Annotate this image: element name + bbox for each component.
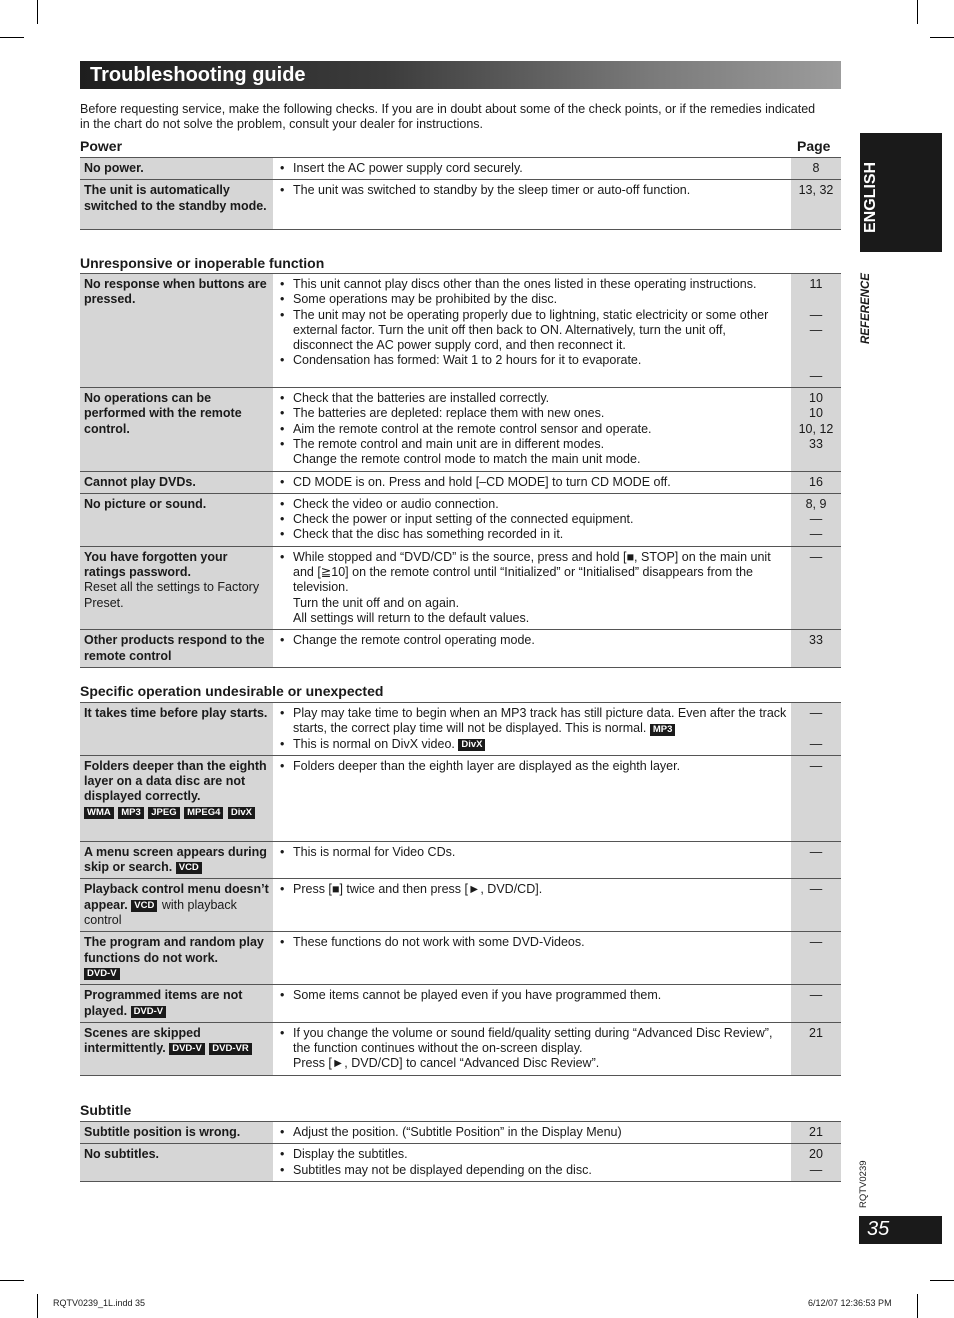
remedy-continuation: Press [►, DVD/CD] to cancel “Advanced Disc Review”. bbox=[293, 1056, 600, 1071]
remedy-item bbox=[278, 706, 787, 737]
format-badge: VCD bbox=[176, 862, 202, 874]
page-ref bbox=[795, 353, 837, 368]
remedy-cell bbox=[273, 180, 791, 230]
table-row bbox=[80, 932, 841, 985]
format-badge: DVD-V bbox=[131, 1006, 167, 1018]
table-row bbox=[80, 879, 841, 932]
crop-mark bbox=[37, 0, 38, 24]
page-cell: — bbox=[791, 755, 841, 841]
problem-cell bbox=[80, 841, 273, 879]
crop-mark bbox=[917, 0, 918, 24]
page-ref: 11 bbox=[809, 277, 823, 291]
format-badge: DivX bbox=[458, 739, 485, 751]
crop-mark bbox=[0, 1280, 24, 1281]
page-cell bbox=[791, 493, 841, 546]
remedy-cell bbox=[273, 158, 791, 180]
page-ref: 8, 9 bbox=[805, 496, 827, 511]
problem-text: You have forgotten your ratings password. bbox=[84, 549, 228, 580]
remedy-item: • Folders deeper than the eighth layer are displayed as the eighth layer. bbox=[278, 759, 787, 774]
table-subtitle bbox=[80, 1121, 841, 1182]
reference-label: REFERENCE bbox=[860, 273, 872, 344]
problem-cell: Subtitle position is wrong. bbox=[80, 1122, 273, 1144]
remedy-item: • Condensation has formed: Wait 1 to 2 hours for it to evaporate. bbox=[278, 353, 787, 368]
remedy-item: • While stopped and “DVD/CD” is the source, press and hold [■, STOP] on the main unit and [≧10] on the remote control until “Initialized” or “Initialised” disappears from the television. bbox=[278, 550, 787, 596]
table-row bbox=[80, 1022, 841, 1075]
remedy-item: • Press [■] twice and then press [►, DVD/CD]. bbox=[278, 882, 787, 897]
page-number: 35 bbox=[867, 1218, 890, 1240]
intro-text: Before requesting service, make the following checks. If you are in doubt about some of the check points, or if the remedies indicated in the chart do not solve the problem, consult your dealer for instructions. bbox=[80, 102, 816, 131]
remedy-item: • Change the remote control operating mode. bbox=[278, 633, 787, 648]
page-ref: — bbox=[809, 307, 823, 322]
table-row bbox=[80, 388, 841, 471]
problem-subtext: with playback control bbox=[84, 897, 237, 928]
remedy-item: • Display the subtitles. bbox=[278, 1147, 787, 1162]
remedy-continuation: Turn the unit off and on again. bbox=[293, 595, 460, 610]
page-ref bbox=[795, 721, 837, 736]
page-column-header: Page bbox=[797, 138, 831, 154]
section-heading-power: Power bbox=[80, 138, 123, 154]
language-tab bbox=[860, 133, 942, 252]
footer-timestamp: 6/12/07 12:36:53 PM bbox=[808, 1298, 892, 1308]
page-ref: — bbox=[809, 706, 823, 720]
table-row bbox=[80, 755, 841, 841]
table-row bbox=[80, 985, 841, 1023]
problem-text: Scenes are skipped intermittently. bbox=[84, 1025, 201, 1056]
remedy-item: • Check that the batteries are installed correctly. bbox=[278, 391, 787, 406]
badge-group bbox=[84, 805, 269, 820]
problem-cell: No picture or sound. bbox=[80, 493, 273, 546]
problem-cell: No operations can be performed with the remote control. bbox=[80, 388, 273, 471]
problem-cell: It takes time before play starts. bbox=[80, 703, 273, 756]
remedy-item: • If you change the volume or sound field/quality setting during “Advanced Disc Review”, the function continues without the on-screen display. bbox=[278, 1026, 787, 1057]
problem-cell bbox=[80, 879, 273, 932]
table-power bbox=[80, 157, 841, 230]
page-cell: 8 bbox=[791, 158, 841, 180]
remedy-cell bbox=[273, 471, 791, 493]
table-row bbox=[80, 158, 841, 180]
page-ref: — bbox=[809, 512, 823, 527]
remedy-item: • Aim the remote control at the remote control sensor and operate. bbox=[278, 422, 787, 437]
section-heading-specific: Specific operation undesirable or unexpected bbox=[80, 683, 384, 699]
table-row bbox=[80, 1122, 841, 1144]
page-ref: 10, 12 bbox=[798, 421, 834, 436]
page-cell: 33 bbox=[791, 630, 841, 668]
remedy-cell bbox=[273, 274, 791, 388]
language-tab-label: ENGLISH bbox=[862, 161, 879, 233]
table-row bbox=[80, 493, 841, 546]
remedy-cell bbox=[273, 630, 791, 668]
page-cell: 21 bbox=[791, 1122, 841, 1144]
remedy-cell bbox=[273, 932, 791, 985]
remedy-cell bbox=[273, 388, 791, 471]
remedy-item: • This is normal for Video CDs. bbox=[278, 845, 787, 860]
remedy-cell bbox=[273, 841, 791, 879]
remedy-cell bbox=[273, 1122, 791, 1144]
problem-subtext: Reset all the settings to Factory Preset. bbox=[84, 580, 260, 610]
remedy-item: • These functions do not work with some DVD-Videos. bbox=[278, 935, 787, 950]
remedy-item: • The batteries are depleted: replace them with new ones. bbox=[278, 406, 787, 421]
problem-cell: Other products respond to the remote control bbox=[80, 630, 273, 668]
problem-cell bbox=[80, 1022, 273, 1075]
page-ref: — bbox=[809, 736, 823, 751]
remedy-cell bbox=[273, 755, 791, 841]
format-badge: MPEG4 bbox=[184, 807, 223, 819]
remedy-item: • Subtitles may not be displayed depending on the disc. bbox=[278, 1163, 787, 1178]
page-cell: 13, 32 bbox=[791, 180, 841, 230]
crop-mark bbox=[37, 1294, 38, 1318]
problem-cell: Cannot play DVDs. bbox=[80, 471, 273, 493]
format-badge: MP3 bbox=[118, 807, 144, 819]
format-badge: DivX bbox=[228, 807, 255, 819]
page-cell: 16 bbox=[791, 471, 841, 493]
page-ref: 10 bbox=[809, 391, 823, 406]
remedy-item: • This unit cannot play discs other than the ones listed in these operating instructions. bbox=[278, 277, 787, 292]
remedy-text: This is normal on DivX video. bbox=[293, 736, 455, 751]
format-badge: WMA bbox=[84, 807, 114, 819]
remedy-item: • The unit was switched to standby by the sleep timer or auto-off function. bbox=[278, 183, 787, 198]
crop-mark bbox=[930, 1280, 954, 1281]
problem-cell bbox=[80, 985, 273, 1023]
remedy-cell bbox=[273, 1022, 791, 1075]
problem-cell bbox=[80, 932, 273, 985]
problem-text: The program and random play functions do not work. bbox=[84, 935, 264, 965]
table-row bbox=[80, 841, 841, 879]
table-row bbox=[80, 1144, 841, 1182]
problem-text: Folders deeper than the eighth layer on a data disc are not displayed correctly. bbox=[84, 758, 267, 804]
problem-cell bbox=[80, 546, 273, 629]
page-number-box bbox=[859, 1216, 942, 1244]
crop-mark bbox=[0, 37, 24, 38]
remedy-text: Play may take time to begin when an MP3 track has still picture data. Even after the track starts, the correct play time will not be displayed. This is normal. bbox=[293, 706, 787, 736]
remedy-cell bbox=[273, 493, 791, 546]
remedy-item: • Adjust the position. (“Subtitle Position” in the Display Menu) bbox=[278, 1125, 787, 1140]
page-ref: — bbox=[809, 527, 823, 542]
problem-text: A menu screen appears during skip or search. bbox=[84, 844, 267, 875]
page-cell: 21 bbox=[791, 1022, 841, 1075]
problem-text: Playback control menu doesn’t appear. bbox=[84, 882, 269, 912]
page-cell bbox=[791, 1144, 841, 1182]
page-cell: — bbox=[791, 546, 841, 629]
page-ref: 20 bbox=[809, 1147, 823, 1162]
remedy-cell bbox=[273, 1144, 791, 1182]
remedy-item: • Insert the AC power supply cord securely. bbox=[278, 161, 787, 176]
page-ref bbox=[795, 338, 837, 353]
section-heading-unresponsive: Unresponsive or inoperable function bbox=[80, 255, 325, 271]
remedy-item: • The remote control and main unit are in different modes. bbox=[278, 437, 787, 452]
remedy-cell bbox=[273, 879, 791, 932]
page-ref: — bbox=[809, 1162, 823, 1177]
remedy-cell bbox=[273, 703, 791, 756]
page-cell: — bbox=[791, 879, 841, 932]
page-ref: — bbox=[809, 322, 823, 337]
problem-cell bbox=[80, 755, 273, 841]
page-ref: 10 bbox=[809, 406, 823, 421]
problem-cell: No power. bbox=[80, 158, 273, 180]
page-cell: — bbox=[791, 985, 841, 1023]
footer-file-info: RQTV0239_1L.indd 35 bbox=[53, 1298, 146, 1308]
table-row bbox=[80, 274, 841, 388]
remedy-item: • Check that the disc has something recorded in it. bbox=[278, 527, 787, 542]
remedy-item bbox=[278, 737, 787, 752]
table-row bbox=[80, 703, 841, 756]
format-badge: DVD-V bbox=[84, 968, 120, 980]
crop-mark bbox=[917, 1294, 918, 1318]
format-badge: JPEG bbox=[148, 807, 179, 819]
remedy-cell bbox=[273, 985, 791, 1023]
format-badge: DVD-V bbox=[169, 1043, 205, 1055]
problem-cell: No response when buttons are pressed. bbox=[80, 274, 273, 388]
remedy-continuation: All settings will return to the default values. bbox=[293, 610, 530, 625]
format-badge: VCD bbox=[131, 900, 157, 912]
remedy-cell bbox=[273, 546, 791, 629]
remedy-item: • CD MODE is on. Press and hold [–CD MODE] to turn CD MODE off. bbox=[278, 475, 787, 490]
remedy-item: • Some items cannot be played even if you have programmed them. bbox=[278, 988, 787, 1003]
page-ref: — bbox=[809, 368, 823, 383]
table-unresponsive bbox=[80, 273, 841, 668]
table-row bbox=[80, 630, 841, 668]
page-title: Troubleshooting guide bbox=[90, 64, 306, 86]
section-heading-subtitle: Subtitle bbox=[80, 1102, 132, 1118]
page-cell: — bbox=[791, 841, 841, 879]
format-badge: DVD-VR bbox=[209, 1043, 251, 1055]
table-row bbox=[80, 471, 841, 493]
format-badge: MP3 bbox=[650, 724, 676, 736]
table-specific bbox=[80, 702, 841, 1076]
remedy-item: • Check the video or audio connection. bbox=[278, 497, 787, 512]
remedy-item: • Check the power or input setting of the connected equipment. bbox=[278, 512, 787, 527]
table-row bbox=[80, 180, 841, 230]
page-cell bbox=[791, 388, 841, 471]
table-row bbox=[80, 546, 841, 629]
page-cell bbox=[791, 274, 841, 388]
page-ref bbox=[795, 292, 837, 307]
title-bar bbox=[80, 61, 841, 89]
problem-cell: No subtitles. bbox=[80, 1144, 273, 1182]
crop-mark bbox=[930, 37, 954, 38]
page-cell bbox=[791, 703, 841, 756]
problem-cell: The unit is automatically switched to the standby mode. bbox=[80, 180, 273, 230]
remedy-item: • Some operations may be prohibited by the disc. bbox=[278, 292, 787, 307]
remedy-continuation: Change the remote control mode to match the main unit mode. bbox=[293, 452, 641, 467]
remedy-item: • The unit may not be operating properly due to lightning, static electricity or some other external factor. Turn the unit off then back to ON. Alternatively, turn the unit off, disconnect the AC power supply cord, and then reconnect it. bbox=[278, 308, 787, 354]
page-cell: — bbox=[791, 932, 841, 985]
problem-text: Programmed items are not played. bbox=[84, 988, 243, 1018]
page-ref: 33 bbox=[809, 436, 823, 451]
document-code: RQTV0239 bbox=[858, 1160, 869, 1208]
